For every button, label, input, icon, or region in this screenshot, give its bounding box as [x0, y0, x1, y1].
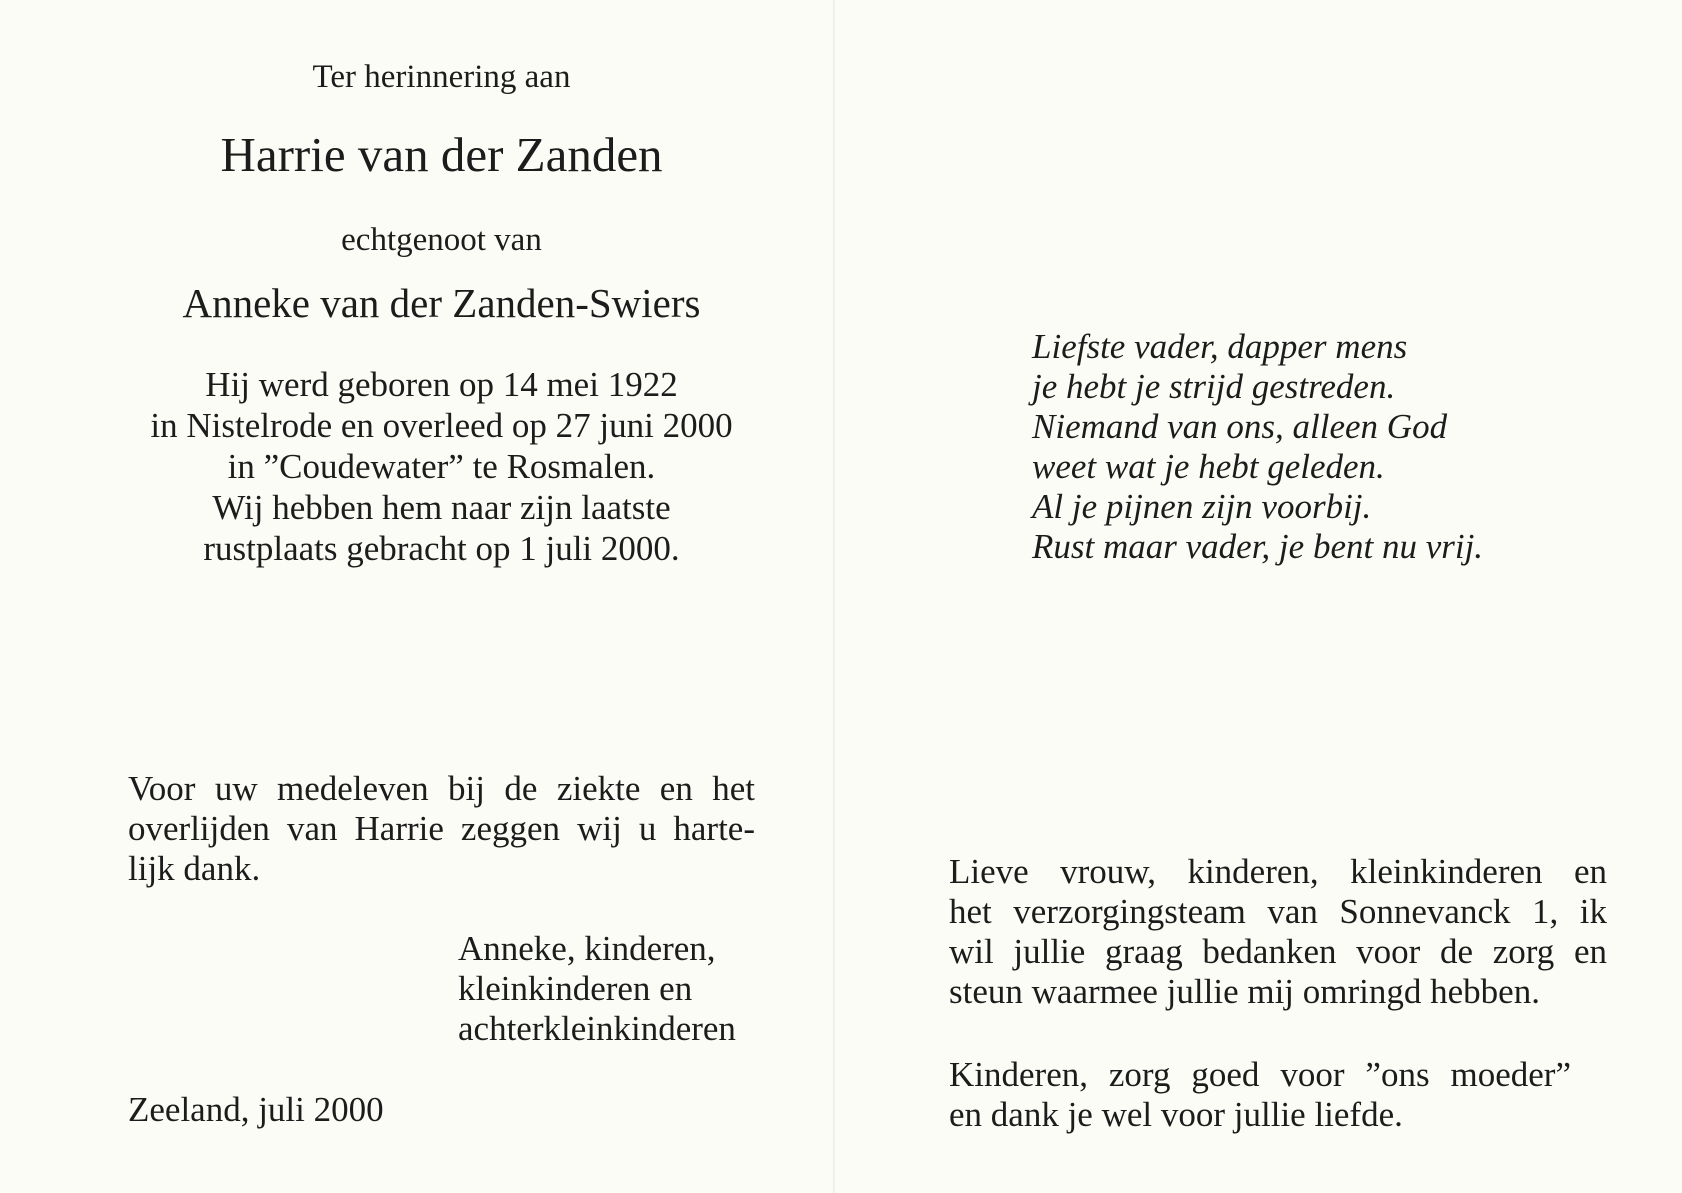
- signature-line: achterkleinkinderen: [458, 1009, 736, 1048]
- signature-line: kleinkinderen en: [458, 969, 693, 1008]
- left-panel: [0, 0, 833, 1193]
- thanks-paragraph: [128, 769, 755, 889]
- thanks-line: overlijden van Harrie zeggen wij u harte-: [128, 809, 755, 848]
- thanks-line: Voor uw medeleven bij de ziekte en het: [128, 769, 755, 808]
- gratitude-line: steun waarmee jullie mij omringd hebben.: [949, 972, 1540, 1011]
- bio-line: in Nistelrode en overleed op 27 juni 2000: [150, 406, 733, 445]
- thanks-line: lijk dank.: [128, 849, 261, 888]
- bio-line: Wij hebben hem naar zijn laatste: [212, 488, 671, 527]
- poem-line: je hebt je strijd gestreden.: [1032, 367, 1396, 406]
- bio-line: in ”Coudewater” te Rosmalen.: [227, 447, 656, 486]
- poem-line: Rust maar vader, je bent nu vrij.: [1032, 527, 1484, 566]
- children-line: en dank je wel voor jullie liefde.: [949, 1095, 1403, 1134]
- signature-line: Anneke, kinderen,: [458, 929, 716, 968]
- children-line: Kinderen, zorg goed voor ”ons moeder”: [949, 1055, 1571, 1094]
- spouse-name: Anneke van der Zanden-Swiers: [182, 280, 701, 326]
- children-note: [949, 1055, 1571, 1135]
- biography: [0, 364, 883, 569]
- poem: [1032, 327, 1483, 567]
- relation-text: echtgenoot van: [341, 222, 542, 258]
- right-panel: [835, 0, 1682, 1193]
- intro-text: Ter herinnering aan: [312, 59, 571, 95]
- family-signature: [458, 929, 736, 1049]
- poem-line: Liefste vader, dapper mens: [1032, 327, 1408, 366]
- poem-line: Niemand van ons, alleen God: [1032, 407, 1448, 446]
- bio-line: Hij werd geboren op 14 mei 1922: [205, 365, 678, 404]
- gratitude-line: Lieve vrouw, kinderen, kleinkinderen en: [949, 852, 1607, 891]
- deceased-name: Harrie van der Zanden: [220, 127, 663, 182]
- bio-line: rustplaats gebracht op 1 juli 2000.: [203, 529, 680, 568]
- place-date: Zeeland, juli 2000: [128, 1090, 384, 1129]
- poem-line: Al je pijnen zijn voorbij.: [1032, 487, 1372, 526]
- gratitude-line: wil jullie graag bedanken voor de zorg en: [949, 932, 1607, 971]
- gratitude-line: het verzorgingsteam van Sonnevanck 1, ik: [949, 892, 1607, 931]
- gratitude-paragraph: [949, 852, 1607, 1012]
- poem-line: weet wat je hebt geleden.: [1032, 447, 1385, 486]
